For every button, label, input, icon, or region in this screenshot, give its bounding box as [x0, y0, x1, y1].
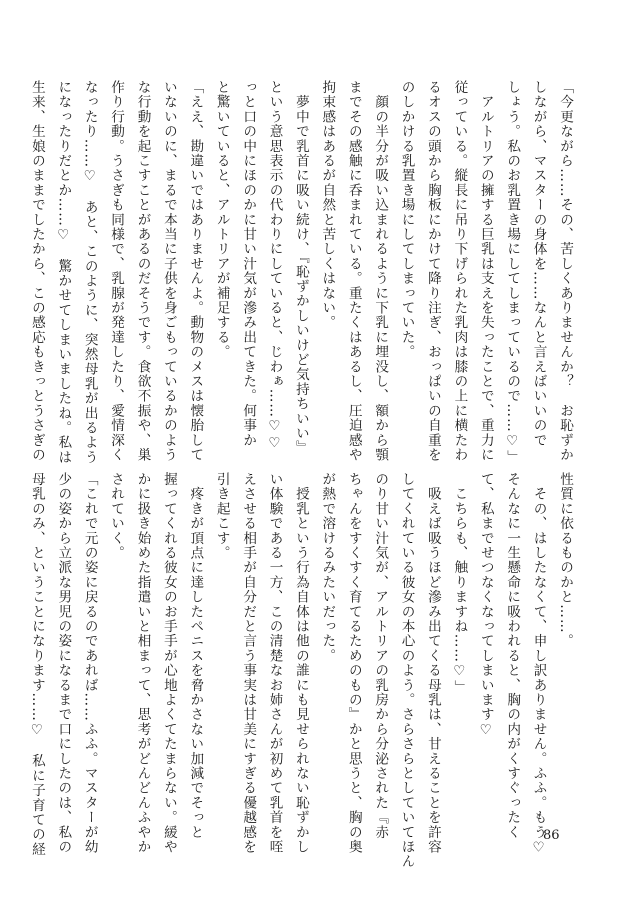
page-number: 86 [543, 828, 560, 843]
top-text-line: のしかける乳置き場にしてしまっていた。 [398, 80, 415, 360]
bottom-text-line: 性質に依るものかと……。 [557, 472, 573, 649]
bottom-text-line: 「これで元の姿に戻るのであれば……ふふ。マスターが幼 [81, 472, 98, 855]
bottom-text-line: かに扱き始めた指遣いと相まって、思考がどんどんふやか [134, 472, 151, 855]
top-text-line: っと口の中にほのかに甘い汁気が滲み出てきた。何事か [240, 80, 257, 448]
bottom-text-line: が熱で溶けるみたいだった。 [319, 472, 336, 664]
top-text-line: になったりだとか……♡ 驚かせてしまいましたね。私は [55, 80, 72, 465]
bottom-text-line: ちゃんをすくすく育てるためのもの』かと思うと、胸の奥 [345, 472, 362, 855]
bottom-text-line: 母乳のみ、ということになります……♡ 私に子育ての経 [28, 472, 45, 857]
bottom-text-line: その、はしたなくて、申し訳ありません。ふふ。もう♡ [530, 472, 547, 857]
top-text-line: 生来、生娘のままでしたから、この感応もきっとうさぎの [28, 80, 45, 463]
top-text-line: るオスの頭から胸板にかけて降り注ぎ、おっぱいの自重を [424, 80, 441, 463]
bottom-text-line: い体験である一方、この清楚なお姉さんが初めて乳首を咥 [266, 472, 283, 855]
top-text-line: アルトリアの擁する巨乳は支えを失ったことで、重力に [477, 80, 494, 463]
text-block-top [28, 80, 578, 465]
bottom-text-line: 引き起こす。 [213, 472, 230, 561]
bottom-text-line: してくれている彼女の本心のよう。さらさらとしていてほん [398, 472, 415, 869]
top-text-line: いないのに、まるで本当に子供を身ごもっているかのよう [160, 80, 177, 463]
bottom-text-line: 吸えば吸うほど滲み出てくる母乳は、甘えることを許容 [424, 472, 441, 855]
top-text-line: なったり……♡ あと、このように、突然母乳が出るよう [81, 80, 98, 465]
bottom-text-line: 握ってくれる彼女のお手手が心地よくてたまらない。緩や [160, 472, 177, 855]
bottom-text-line: 疼きが頂点に達したペニスを脅かさない加減でそっと [187, 472, 204, 840]
top-text-line: 夢中で乳首に吸い続け、『恥ずかしいけど気持ちいい』 [292, 80, 309, 456]
bottom-text-line: されていく。 [108, 472, 125, 561]
top-text-line: 拘束感はあるが自然と苦しくはない。 [319, 80, 336, 330]
top-text-line: しょう。私のお乳置き場にしてしまっているので……♡」 [504, 80, 521, 465]
top-text-line: 顔の半分が吸い込まれるように下乳に埋没し、額から顎 [372, 80, 389, 463]
top-text-line: 作り行動。うさぎも同様で、乳腺が発達したり、愛情深く [108, 80, 125, 463]
bottom-text-line: 少の姿から立派な男児の姿になるまで口にしたのは、私の [55, 472, 72, 855]
bottom-text-line: えさせる相手が自分だと言う事実は甘美にすぎる優越感を [240, 472, 257, 855]
top-text-line: までその感触に呑まれている。重たくはあるし、圧迫感や [345, 80, 362, 463]
top-text-line: しながら、マスターの身体を……なんと言えばいいので [530, 80, 547, 448]
bottom-text-line: のり甘い汁気が、アルトリアの乳房から分泌された『赤 [372, 472, 389, 840]
top-text-line: 従っている。縦長に吊り下げられた乳肉は膝の上に横たわ [451, 80, 468, 463]
top-text-line: という意思表示の代わりにしていると、じわぁ……♡♡ [266, 80, 283, 453]
bottom-text-line: こちらも、触りますね……♡」 [451, 472, 468, 695]
bottom-text-line: 授乳という行為自体は他の誰にも見せられない恥ずかし [292, 472, 309, 855]
top-text-line: な行動を起こすことがあるのだそうです。食欲不振や、巣 [134, 80, 151, 463]
top-text-line: と驚いていると、アルトリアが補足する。 [213, 80, 230, 360]
bottom-text-line: て、私までせつなくなってしまいます♡ [477, 472, 494, 739]
bottom-text-line: そんなに一生懸命に吸われると、胸の内がくすぐったく [504, 472, 521, 840]
top-text-line: 「ええ、勘違いではありませんよ。動物のメスは懐胎して [187, 80, 204, 463]
top-text-line: 「今更ながら……その、苦しくありませんか？ お恥ずか [557, 80, 573, 463]
